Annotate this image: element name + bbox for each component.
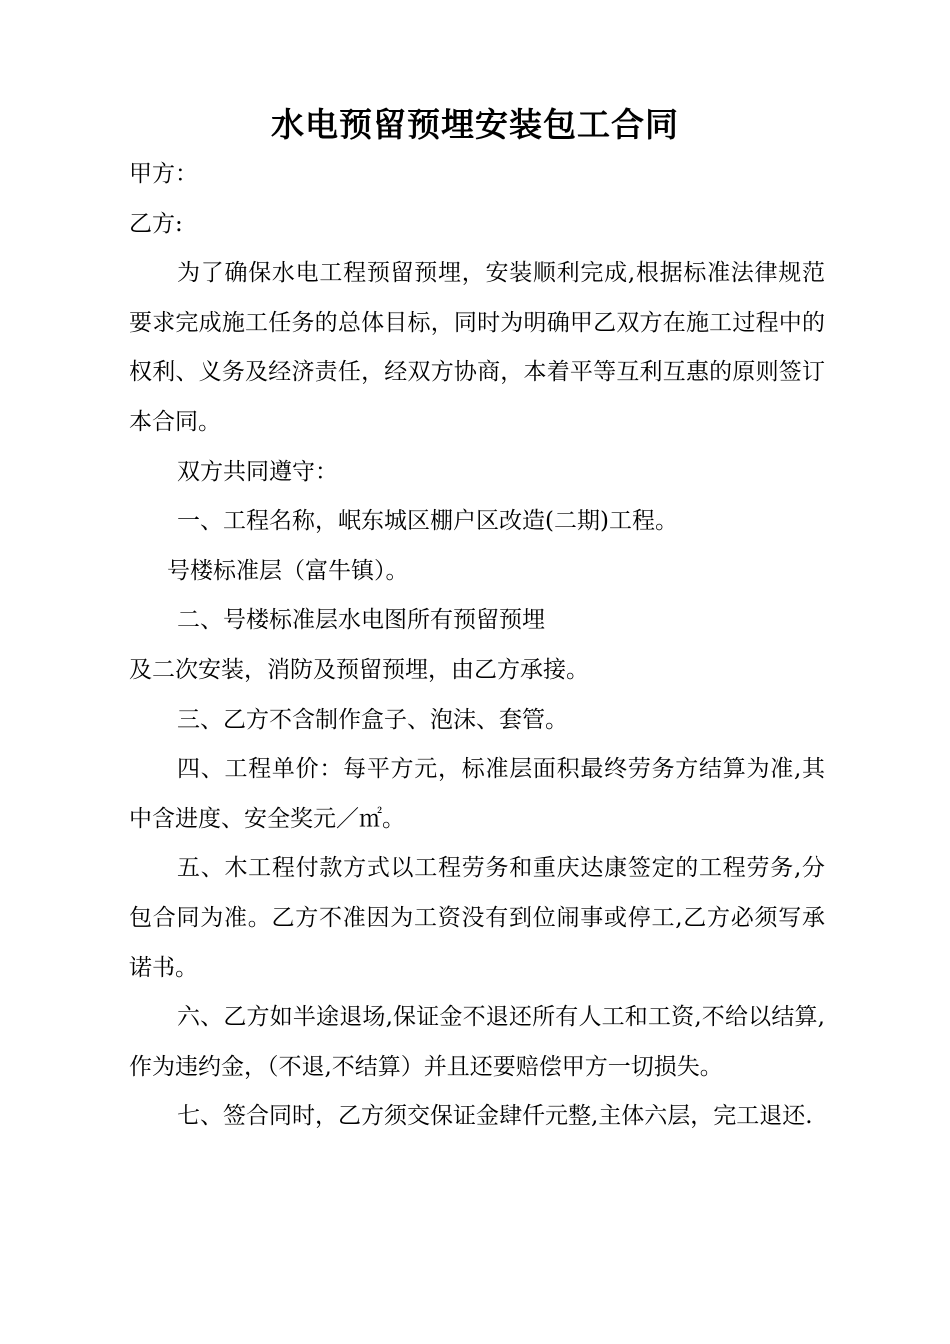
clause-3: 三、乙方不含制作盒子、泡沫、套管。 <box>177 706 568 733</box>
clause-5: 五、木工程付款方式以工程劳务和重庆达康签定的工程劳务,分包合同为准。乙方不准因为工资没有到位闹事或停工,乙方必须写承诺书。 <box>129 855 825 981</box>
clause-6: 六、乙方如半途退场,保证金不退还所有人工和工资,不给以结算,作为违约金，（不退,不结算）并且还要赔偿甲方一切损失。 <box>129 1004 825 1080</box>
clause-1-continuation: 号楼标准层（富牛镇）。 <box>167 557 409 584</box>
party-a-line: 甲方： <box>129 161 198 187</box>
document-title: 水电预留预埋安装包工合同 <box>271 105 679 144</box>
contract-body <box>129 150 825 1142</box>
intro-paragraph: 为了确保水电工程预留预埋，安装顺利完成,根据标准法律规范要求完成施工任务的总体目标，同时为明确甲乙双方在施工过程中的权利、义务及经济责任，经双方协商，本着平等互利互惠的原则签订本合同。 <box>129 260 825 435</box>
clause-2: 二、号楼标准层水电图所有预留预埋 <box>177 607 545 634</box>
clause-7: 七、签合同时，乙方须交保证金肆仟元整,主体六层，完工退还. <box>177 1103 813 1130</box>
clause-2-continuation: 及二次安装，消防及预留预埋，由乙方承接。 <box>129 656 589 683</box>
mutual-observance: 双方共同遵守： <box>177 458 338 485</box>
clause-1: 一、工程名称，岷东城区棚户区改造(二期)工程。 <box>177 508 678 535</box>
clause-4: 四、工程单价：每平方元，标准层面积最终劳务方结算为准,其中含进度、安全奖元／㎡。 <box>129 756 825 832</box>
party-b-line: 乙方: <box>129 210 183 237</box>
